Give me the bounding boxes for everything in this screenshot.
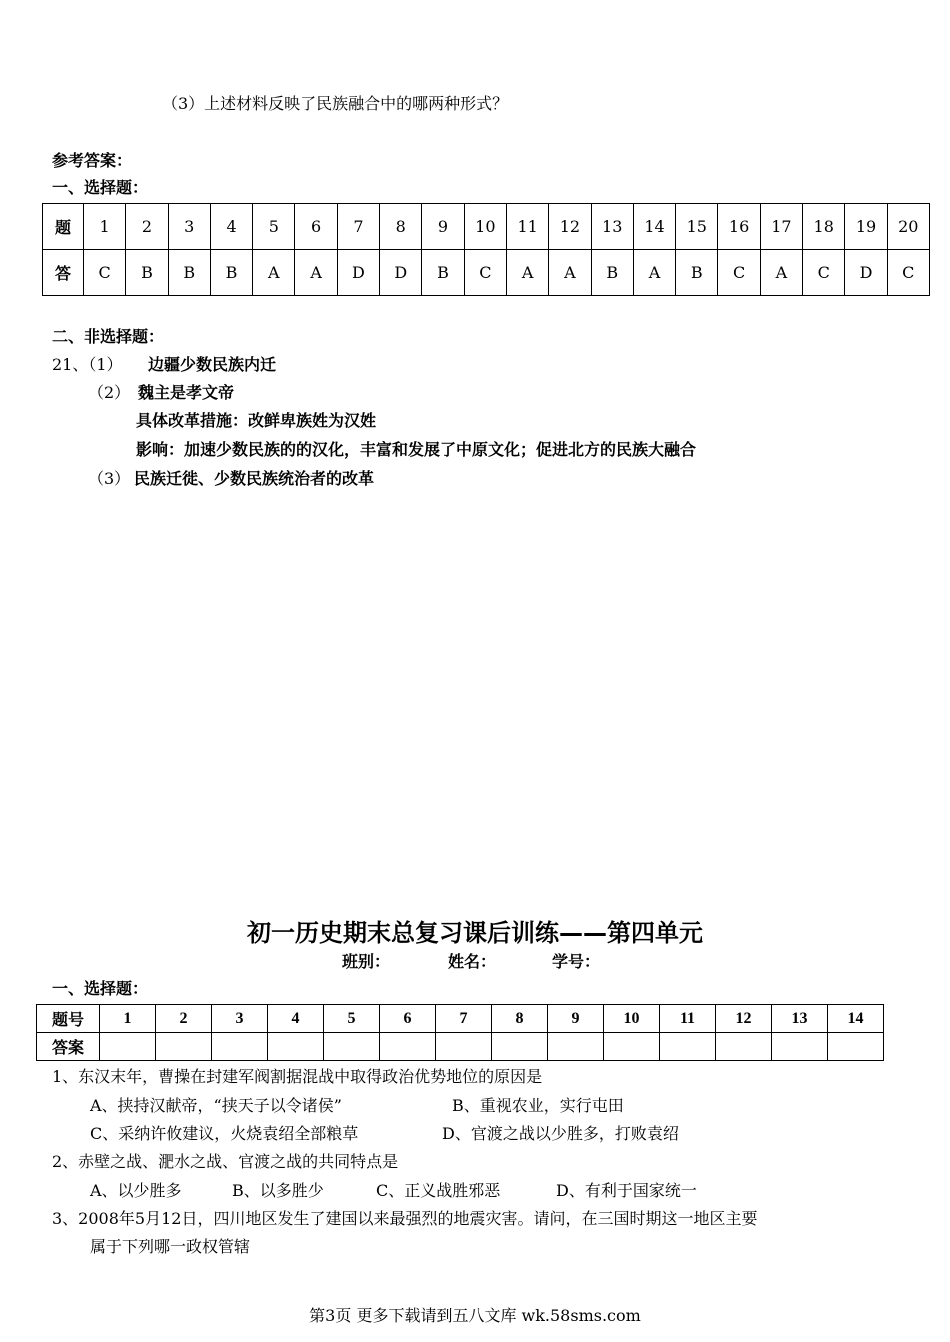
row-label-answer: 答 [43, 250, 84, 296]
section-choice-heading: 一、选择题： [52, 178, 149, 197]
answer-21-part1: 边疆少数民族内迁 [148, 355, 277, 374]
question-1-option-a: A、挟持汉献帝，“挟天子以令诸侯” [90, 1096, 342, 1115]
answer-cell: C [718, 250, 760, 296]
number-cell: 8 [492, 1005, 548, 1033]
answer-cell: B [168, 250, 210, 296]
sheet-answer-row [37, 1033, 884, 1061]
number-cell: 11 [660, 1005, 716, 1033]
answer-21-part2: 魏主是孝文帝 [138, 383, 235, 402]
answer-cell: C [803, 250, 845, 296]
number-cell: 20 [887, 204, 929, 250]
number-cell: 2 [156, 1005, 212, 1033]
answer-21-part2-impact: 影响：加速少数民族的的汉化，丰富和发展了中原文化；促进北方的民族大融合 [136, 440, 697, 459]
answer-21-part3: 民族迁徙、少数民族统治者的改革 [134, 469, 375, 488]
number-cell: 12 [716, 1005, 772, 1033]
answer-cell: A [506, 250, 548, 296]
number-cell: 11 [506, 204, 548, 250]
answer-cell: D [337, 250, 379, 296]
number-cell: 5 [253, 204, 295, 250]
question-1-option-d: D、官渡之战以少胜多，打败袁绍 [442, 1124, 679, 1143]
answer-cell: A [295, 250, 337, 296]
answer-cell: C [84, 250, 126, 296]
section-choice-heading-2: 一、选择题： [52, 979, 149, 998]
row-label-question: 题 [43, 204, 84, 250]
answer-cell: A [633, 250, 675, 296]
number-cell: 1 [100, 1005, 156, 1033]
answer-21-prefix: 21、（1） [52, 355, 123, 374]
answer-cell: D [845, 250, 887, 296]
name-label: 姓名： [448, 952, 497, 971]
number-cell: 16 [718, 204, 760, 250]
number-cell: 8 [380, 204, 422, 250]
number-cell: 3 [212, 1005, 268, 1033]
number-cell: 19 [845, 204, 887, 250]
number-cell: 14 [828, 1005, 884, 1033]
number-cell: 7 [436, 1005, 492, 1033]
number-cell: 18 [803, 204, 845, 250]
number-cell: 6 [295, 204, 337, 250]
answer-blank-cell[interactable] [772, 1033, 828, 1061]
number-cell: 13 [772, 1005, 828, 1033]
answer-blank-cell[interactable] [100, 1033, 156, 1061]
page-footer: 第3页 更多下载请到五八文库 wk.58sms.com [309, 1306, 641, 1325]
answer-cell: B [126, 250, 168, 296]
number-cell: 5 [324, 1005, 380, 1033]
answer-cell: B [591, 250, 633, 296]
number-cell: 9 [548, 1005, 604, 1033]
answer-cell: A [760, 250, 802, 296]
section-nonchoice-heading: 二、非选择题： [52, 327, 165, 346]
number-cell: 10 [464, 204, 506, 250]
answer-blank-cell[interactable] [548, 1033, 604, 1061]
answer-table [42, 203, 930, 296]
row-label-question-number: 题号 [37, 1005, 100, 1033]
answer-cell: A [253, 250, 295, 296]
class-label: 班别： [342, 952, 391, 971]
answer-blank-cell[interactable] [268, 1033, 324, 1061]
answer-blank-cell[interactable] [716, 1033, 772, 1061]
row-label-answer-blank: 答案 [37, 1033, 100, 1061]
answer-blank-cell[interactable] [380, 1033, 436, 1061]
answer-blank-cell[interactable] [492, 1033, 548, 1061]
answer-blank-cell[interactable] [156, 1033, 212, 1061]
number-cell: 6 [380, 1005, 436, 1033]
answer-21-part2-measures: 具体改革措施：改鲜卑族姓为汉姓 [136, 411, 377, 430]
answer-table-number-row [43, 204, 930, 250]
answer-cell: C [887, 250, 929, 296]
number-cell: 4 [210, 204, 252, 250]
answer-blank-cell[interactable] [828, 1033, 884, 1061]
question-3-prompt: （3）上述材料反映了民族融合中的哪两种形式？ [162, 94, 509, 113]
question-2-option-b: B、以多胜少 [232, 1181, 324, 1200]
answer-title: 参考答案： [52, 151, 133, 170]
answer-cell: A [549, 250, 591, 296]
answer-blank-cell[interactable] [212, 1033, 268, 1061]
question-2-option-c: C、正义战胜邪恶 [376, 1181, 501, 1200]
answer-cell: B [676, 250, 718, 296]
answer-cell: D [380, 250, 422, 296]
number-cell: 9 [422, 204, 464, 250]
answer-blank-cell[interactable] [436, 1033, 492, 1061]
number-cell: 3 [168, 204, 210, 250]
question-2-option-a: A、以少胜多 [90, 1181, 182, 1200]
number-cell: 15 [676, 204, 718, 250]
student-id-label: 学号： [552, 952, 601, 971]
answer-21-part2-prefix: （2） [88, 383, 131, 402]
number-cell: 2 [126, 204, 168, 250]
sheet-number-row [37, 1005, 884, 1033]
question-1-stem: 1、东汉末年，曹操在封建军阀割据混战中取得政治优势地位的原因是 [52, 1067, 543, 1086]
question-3-stem: 3、2008年5月12日，四川地区发生了建国以来最强烈的地震灾害。请问，在三国时期这一地区主要 [52, 1209, 758, 1228]
answer-cell: B [210, 250, 252, 296]
number-cell: 7 [337, 204, 379, 250]
answer-table-answer-row [43, 250, 930, 296]
question-2-stem: 2、赤壁之战、淝水之战、官渡之战的共同特点是 [52, 1152, 399, 1171]
number-cell: 13 [591, 204, 633, 250]
question-answer-sheet [36, 1004, 884, 1061]
answer-blank-cell[interactable] [324, 1033, 380, 1061]
number-cell: 12 [549, 204, 591, 250]
question-1-option-c: C、采纳许攸建议，火烧袁绍全部粮草 [90, 1124, 359, 1143]
question-1-option-b: B、重视农业，实行屯田 [452, 1096, 624, 1115]
answer-21-part3-prefix: （3） [88, 469, 131, 488]
number-cell: 1 [84, 204, 126, 250]
answer-cell: C [464, 250, 506, 296]
question-3-stem-continued: 属于下列哪一政权管辖 [90, 1237, 251, 1256]
answer-blank-cell[interactable] [660, 1033, 716, 1061]
number-cell: 14 [633, 204, 675, 250]
number-cell: 4 [268, 1005, 324, 1033]
number-cell: 17 [760, 204, 802, 250]
number-cell: 10 [604, 1005, 660, 1033]
answer-cell: B [422, 250, 464, 296]
unit-title: 初一历史期末总复习课后训练——第四单元 [247, 919, 703, 947]
question-2-option-d: D、有利于国家统一 [556, 1181, 697, 1200]
answer-blank-cell[interactable] [604, 1033, 660, 1061]
